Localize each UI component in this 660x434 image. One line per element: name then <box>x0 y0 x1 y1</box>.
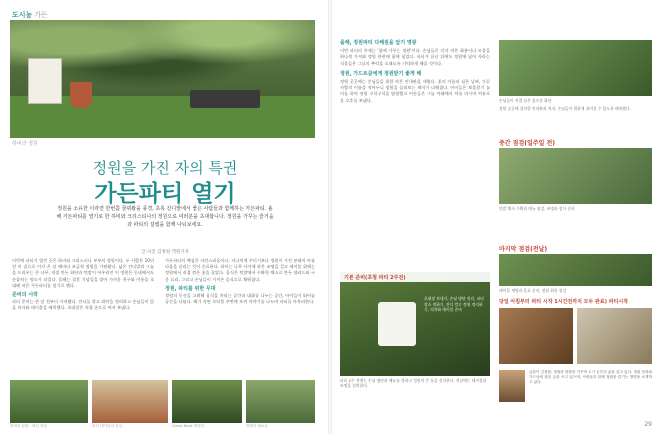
timeline-photo <box>499 254 652 286</box>
timeline-photo <box>499 148 652 204</box>
body-text: 이번 파티의 주제는 '함께 가꾸는 정원'이다. 손님들은 각자 작은 화분이나 모종을 하나씩 가져와 정원 한편에 함께 심었다. 파티가 끝난 뒤에도 정원에 남아 자라는 식물들은 그날의 추억을 오래도록 기억하게 해줄 것이다. <box>340 48 490 66</box>
right-heading: 정원, 가드트클에게 정원받기 좋게 해 <box>340 70 422 77</box>
garden-chair <box>378 302 416 346</box>
thumbnail-caption: 하비의 꽃밭 · 파티 전날 <box>10 424 47 428</box>
timeline-heading: 당일 아침부터 파티 시작 1시간전까지 모두 완료) 파티시작 <box>499 299 629 305</box>
article-byline: 글·사진 김정원 객원기자 <box>141 250 189 255</box>
timeline-photo <box>499 308 573 364</box>
checklist-heading: 기본 준비(초청 파티 2주전) <box>340 272 490 282</box>
timeline-heading: 마지막 점검(전날) <box>499 246 548 253</box>
thumbnail-row <box>10 380 315 430</box>
section-tag <box>12 10 48 20</box>
subhead: 준비의 시작 <box>12 292 38 299</box>
timeline-heading: 중간 점검(일주일 전) <box>499 140 556 147</box>
checklist-caption: 파티 2주 전에는 손님 명단과 메뉴를 정하고 정원의 큰 틀을 정리한다. 전날에는 테이블과 조명을 설치한다. <box>340 378 487 389</box>
article-lead: 정원을 소유한 이라면 한번쯤 꿈꿔봤을 풍경, 초록 잔디밭에서 좋은 사람들과 함께하는 가든파티. 올해 가든파티를 열기로 한 하비와 크리스티나의 정원으로 여러분을 초대합니다. 정원을 가꾸는 즐거움과 파티의 설렘을 함께 나눠보세요. <box>56 206 274 228</box>
left-column-1 <box>12 258 154 378</box>
body-text: 정원 곳곳에는 손님들을 위한 작은 안내판을 세웠다. 꽃의 이름과 심은 날짜, 가꾼 사람의 이름을 적어두니 정원을 둘러보는 재미가 더해졌다. 아이들은 보물찾기 놀이를 하며 정원 구석구석을 탐험했고 어른들은 그늘 아래에서 차를 마시며 여유로운 오후를 보냈다. <box>340 79 490 103</box>
author-bio: 글쓴이 김정원. 정원과 텃밭을 가꾸며 도시 농부의 삶을 살고 있다. 정원 문화와 가드닝에 관한 글을 쓰고 있으며, 사람들과 함께 정원을 즐기는 방법을 소개하고 있다. <box>529 370 652 384</box>
thumbnail-caption: 파티 테이블의 과일 <box>92 424 123 428</box>
thumbnail-photo <box>92 380 168 423</box>
section-tag-main: 도시농 <box>12 11 33 19</box>
subhead: 정원, 파티를 위한 무대 <box>165 285 216 292</box>
checklist-note: 초대장 보내기, 손님 명단 정리, 파티 장소 정하기, 잔디 깎고 정원 정리하기, 의자와 테이블 준비 <box>424 296 484 313</box>
thumbnail-caption: 텃밭의 채소들 <box>246 424 268 428</box>
timeline-caption: 정원 곳곳에 설치한 안내판과 의자, 손님들이 편하게 쉬어갈 수 있도록 배치했다. <box>499 106 631 111</box>
hero-photo <box>10 20 315 138</box>
body-text: 정원의 동선을 고려해 음식을 차리는 공간과 대화를 나누는 공간, 아이들이 뛰어놀 공간을 나눴다. 해가 지면 모닥불 주변에 모여 이야기를 나누며 파티를 마무리한다. <box>165 293 315 305</box>
body-text: 이번에 파티가 열린 곳은 하비와 크리스티나 부부의 정원이다. 두 사람은 10년 전 이 집으로 이사 온 뒤 해마다 조금씩 정원을 가꿔왔다. 넓은 잔디밭과 그늘을 드리우는 큰 나무, 직접 만든 화단과 텃밭이 어우러진 이 정원은 동네에서도 손꼽히는 명소가 되었다. 올해는 결혼 기념일을 맞아 가까운 친구와 이웃을 초대해 작은 가든파티를 열기로 했다. <box>12 258 154 288</box>
body-text: 가든파티의 핵심은 자연스러움이다. 지나치게 꾸미기보다 정원이 가진 본래의 아름다움을 살리는 것이 중요하다. 하비는 나무 사이에 작은 조명을 걸고 테이블 위에는 정원에서 직접 꺾은 꽃을 꽂았다. 음식은 텃밭에서 수확한 채소로 만든 샐러드와 구운 요리, 그리고 손님들이 가져온 음식으로 채워졌다. <box>165 258 315 282</box>
author-photo <box>499 370 525 402</box>
hero-flower-pot <box>70 82 92 108</box>
body-text: 파티 준비는 한 달 전부터 시작됐다. 잔디를 깎고 화단을 정리하고 손님들이 앉을 의자와 테이블을 배치했다. 초대장은 직접 손으로 써서 보냈다. <box>12 299 154 311</box>
thumbnail-photo <box>172 380 242 423</box>
timeline-caption: 텃밭 채소 수확과 메뉴 점검, 조명과 장식 준비 <box>499 206 575 211</box>
right-page <box>332 0 660 434</box>
timeline-caption: 손님들이 직접 심은 꽃모종 화단 <box>499 98 552 103</box>
author-profile <box>499 370 652 420</box>
right-heading: 올해, 정원파티 다해질을 앞기 영광 <box>340 40 417 46</box>
timeline-photo <box>499 40 652 96</box>
thumbnail-photo <box>246 380 315 423</box>
left-column-2 <box>165 258 315 378</box>
article-title-line1: 정원을 가진 자의 특권 <box>92 159 238 177</box>
thumbnail-caption: Guest Book 방명록 <box>172 424 205 428</box>
article-title-line2: 가든파티 열기 <box>94 180 236 207</box>
hero-bench <box>190 90 260 108</box>
hero-caption: 하비의 정원 <box>12 141 38 147</box>
checklist-photo <box>340 272 490 376</box>
timeline-caption: 테이블 세팅과 음료 준비, 정원 최종 점검 <box>499 288 567 293</box>
section-tag-sub: 가든 <box>34 11 48 19</box>
timeline-photo <box>577 308 652 364</box>
right-text-column <box>340 40 490 108</box>
hero-sign <box>28 58 62 104</box>
page-number: 29 <box>644 421 652 428</box>
thumbnail-photo <box>10 380 88 423</box>
timeline-photo-pair <box>499 308 652 364</box>
